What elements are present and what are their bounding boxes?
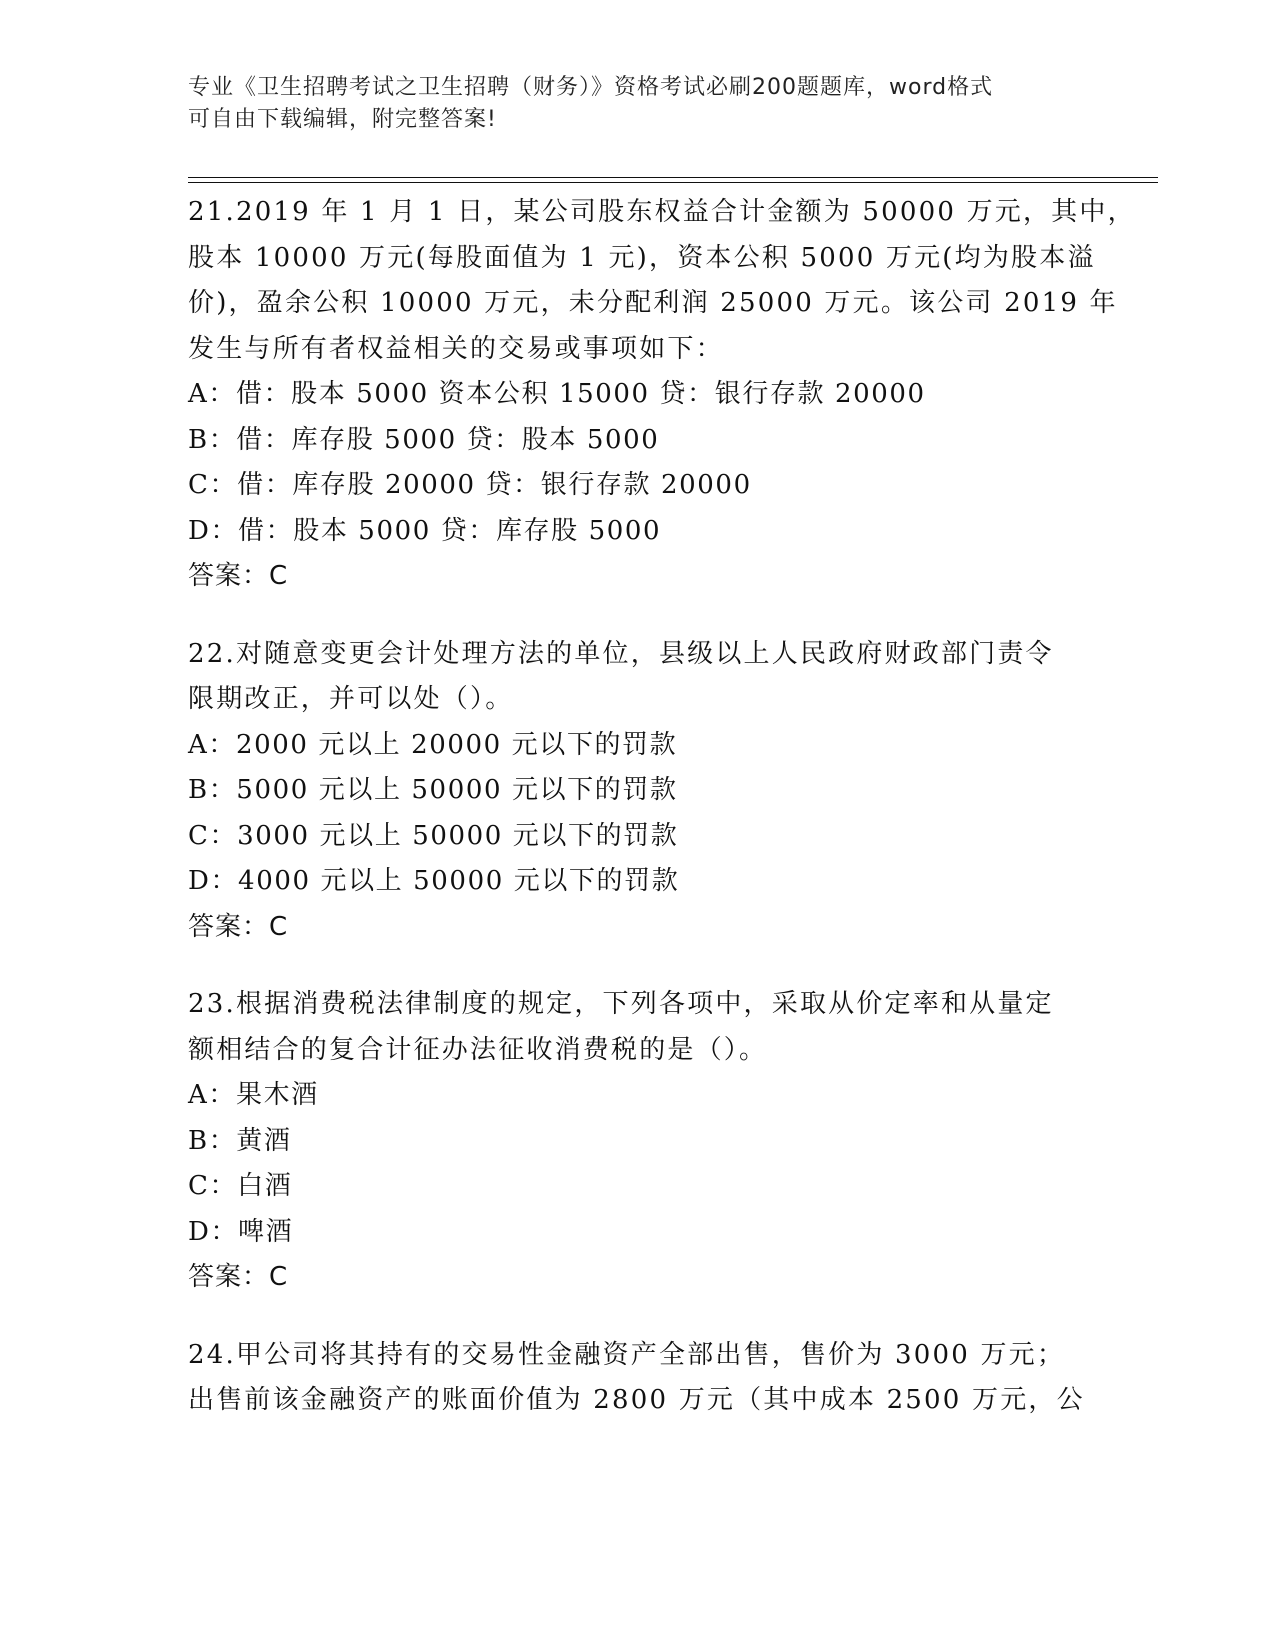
option-d: D：4000 元以上 50000 元以下的罚款 [188, 866, 680, 896]
question-stem-line: 出售前该金融资产的账面价值为 2800 万元（其中成本 2500 万元，公 [188, 1385, 1085, 1415]
header-line-1: 专业《卫生招聘考试之卫生招聘（财务）》资格考试必刷200题题库，word格式 [188, 75, 994, 100]
question-stem-line: 23.根据消费税法律制度的规定，下列各项中，采取从价定率和从量定 [188, 989, 1054, 1019]
question-stem-line: 22.对随意变更会计处理方法的单位，县级以上人民政府财政部门责令 [188, 638, 1054, 669]
question-stem-line: 发生与所有者权益相关的交易或事项如下： [188, 333, 724, 364]
header-divider-top [188, 177, 1158, 178]
question-stem-line: 24.甲公司将其持有的交易性金融资产全部出售，售价为 3000 万元； [188, 1339, 1066, 1370]
option-b: B：5000 元以上 50000 元以下的罚款 [188, 775, 678, 805]
question-22 [188, 632, 1088, 951]
question-stem-line: 价)，盈余公积 10000 万元，未分配利润 25000 万元。该公司 2019 年 [188, 288, 1118, 318]
option-c: C：借：库存股 20000 贷：银行存款 20000 [188, 470, 752, 500]
option-c: C：白酒 [188, 1171, 293, 1201]
answer-label: 答案：C [188, 911, 289, 942]
question-stem-line: 额相结合的复合计征办法征收消费税的是（）。 [188, 1034, 768, 1065]
question-stem-line: 股本 10000 万元(每股面值为 1 元)，资本公积 5000 万元(均为股本溢 [188, 242, 1096, 273]
question-24 [188, 1333, 1088, 1424]
option-a: A：2000 元以上 20000 元以下的罚款 [188, 729, 678, 760]
option-d: D：啤酒 [188, 1216, 294, 1247]
option-b: B：黄酒 [188, 1125, 292, 1156]
question-23 [188, 982, 1088, 1301]
option-a: A：借：股本 5000 资本公积 15000 贷：银行存款 20000 [188, 379, 926, 409]
question-stem-line: 21.2019 年 1 月 1 日，某公司股东权益合计金额为 50000 万元，其中， [188, 197, 1136, 227]
question-list [188, 190, 1136, 1456]
header-line-2: 可自由下载编辑，附完整答案! [188, 107, 497, 132]
answer-label: 答案：C [188, 1262, 289, 1292]
option-b: B：借：库存股 5000 贷：股本 5000 [188, 424, 660, 455]
option-c: C：3000 元以上 50000 元以下的罚款 [188, 820, 679, 851]
document-header [188, 72, 1068, 136]
header-divider-bottom [188, 182, 1158, 183]
question-21 [188, 190, 1136, 600]
option-a: A：果木酒 [188, 1080, 319, 1110]
question-stem-line: 限期改正，并可以处（）。 [188, 684, 514, 714]
answer-label: 答案：C [188, 561, 289, 591]
option-d: D：借：股本 5000 贷：库存股 5000 [188, 515, 662, 546]
